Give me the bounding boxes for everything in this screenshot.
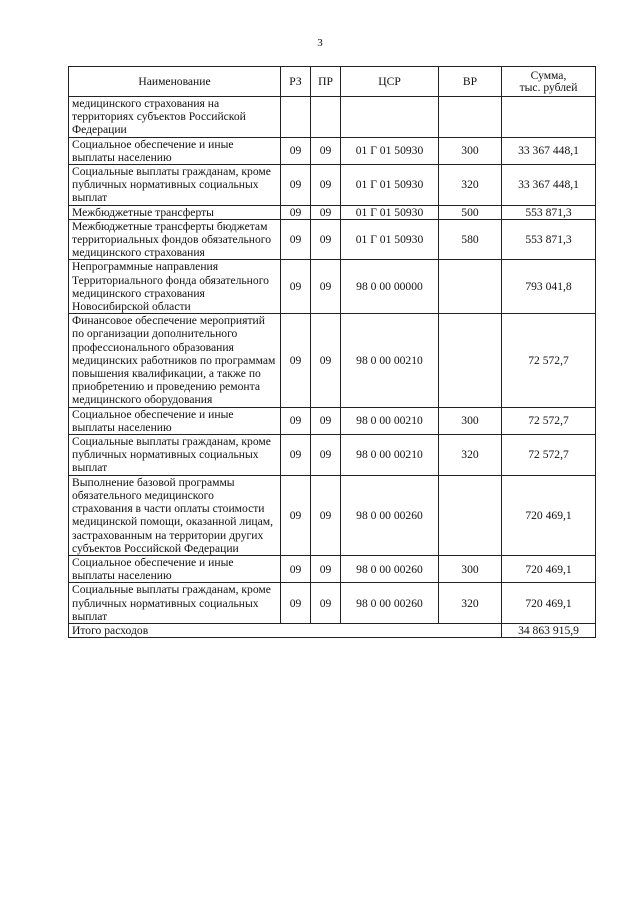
row-name: Социальное обеспечение и иные выплаты населению <box>69 137 281 164</box>
table-row <box>69 165 596 206</box>
table-row <box>69 205 596 219</box>
row-name: Социальное обеспечение и иные выплаты населению <box>69 555 281 582</box>
header-name: Наименование <box>69 67 281 97</box>
row-csr: 98 0 00 00210 <box>341 407 439 434</box>
row-vr: 300 <box>439 555 502 582</box>
row-pr <box>311 97 341 138</box>
row-vr <box>439 475 502 555</box>
row-rz: 09 <box>281 475 311 555</box>
row-sum: 553 871,3 <box>502 205 596 219</box>
header-rz: РЗ <box>281 67 311 97</box>
row-csr <box>341 97 439 138</box>
row-rz: 09 <box>281 205 311 219</box>
row-vr: 320 <box>439 583 502 624</box>
row-vr <box>439 314 502 407</box>
row-sum: 720 469,1 <box>502 555 596 582</box>
row-name: Выполнение базовой программы обязательного медицинского страхования в части оплаты стоимости медицинской помощи, оказанной лицам, застрахованным на территории других субъектов Российской Федерации <box>69 475 281 555</box>
row-csr: 01 Г 01 50930 <box>341 219 439 260</box>
row-name: Социальные выплаты гражданам, кроме публичных нормативных социальных выплат <box>69 583 281 624</box>
row-rz: 09 <box>281 555 311 582</box>
row-name: Социальные выплаты гражданам, кроме публичных нормативных социальных выплат <box>69 435 281 476</box>
table-row <box>69 407 596 434</box>
row-rz: 09 <box>281 260 311 314</box>
row-vr <box>439 97 502 138</box>
table-row <box>69 260 596 314</box>
page-number: 3 <box>317 37 323 49</box>
total-sum: 34 863 915,9 <box>502 623 596 637</box>
row-vr: 300 <box>439 137 502 164</box>
header-sum-line1: Сумма, <box>530 68 567 82</box>
row-vr: 500 <box>439 205 502 219</box>
row-csr: 98 0 00 00000 <box>341 260 439 314</box>
row-csr: 98 0 00 00260 <box>341 475 439 555</box>
total-row <box>69 623 596 637</box>
row-sum: 72 572,7 <box>502 435 596 476</box>
row-vr: 320 <box>439 435 502 476</box>
header-sum-line2: тыс. рублей <box>519 80 578 94</box>
table-row <box>69 475 596 555</box>
row-pr: 09 <box>311 137 341 164</box>
table-row <box>69 97 596 138</box>
row-csr: 98 0 00 00210 <box>341 435 439 476</box>
row-pr: 09 <box>311 314 341 407</box>
table-row <box>69 137 596 164</box>
row-csr: 98 0 00 00260 <box>341 583 439 624</box>
row-name: Финансовое обеспечение мероприятий по организации дополнительного профессионального образования медицинских работников по программам повышения квалификации, а также по приобретению и проведению ремонта медицинского оборудования <box>69 314 281 407</box>
row-pr: 09 <box>311 205 341 219</box>
row-name: медицинского страхования на территориях субъектов Российской Федерации <box>69 97 281 138</box>
row-name: Социальное обеспечение и иные выплаты населению <box>69 407 281 434</box>
table-row <box>69 583 596 624</box>
row-rz <box>281 97 311 138</box>
row-sum: 33 367 448,1 <box>502 165 596 206</box>
row-rz: 09 <box>281 314 311 407</box>
row-name: Межбюджетные трансферты бюджетам территориальных фондов обязательного медицинского страхования <box>69 219 281 260</box>
row-rz: 09 <box>281 219 311 260</box>
row-rz: 09 <box>281 583 311 624</box>
row-rz: 09 <box>281 137 311 164</box>
expenditure-table <box>68 66 596 638</box>
row-sum: 793 041,8 <box>502 260 596 314</box>
total-label: Итого расходов <box>69 623 502 637</box>
table-header-row <box>69 67 596 97</box>
table-row <box>69 314 596 407</box>
row-vr: 580 <box>439 219 502 260</box>
header-csr: ЦСР <box>341 67 439 97</box>
row-pr: 09 <box>311 219 341 260</box>
header-sum <box>502 67 596 97</box>
row-sum: 72 572,7 <box>502 314 596 407</box>
table-row <box>69 435 596 476</box>
row-sum: 720 469,1 <box>502 583 596 624</box>
row-pr: 09 <box>311 583 341 624</box>
row-sum: 553 871,3 <box>502 219 596 260</box>
row-sum: 72 572,7 <box>502 407 596 434</box>
row-rz: 09 <box>281 165 311 206</box>
table-row <box>69 555 596 582</box>
row-name: Непрограммные направления Территориального фонда обязательного медицинского страхования Новосибирской области <box>69 260 281 314</box>
row-pr: 09 <box>311 165 341 206</box>
row-vr: 300 <box>439 407 502 434</box>
row-sum: 33 367 448,1 <box>502 137 596 164</box>
row-rz: 09 <box>281 435 311 476</box>
row-csr: 01 Г 01 50930 <box>341 165 439 206</box>
row-sum: 720 469,1 <box>502 475 596 555</box>
row-sum <box>502 97 596 138</box>
header-vr: ВР <box>439 67 502 97</box>
row-vr: 320 <box>439 165 502 206</box>
row-pr: 09 <box>311 435 341 476</box>
row-csr: 01 Г 01 50930 <box>341 137 439 164</box>
row-csr: 01 Г 01 50930 <box>341 205 439 219</box>
row-pr: 09 <box>311 407 341 434</box>
row-pr: 09 <box>311 555 341 582</box>
row-csr: 98 0 00 00210 <box>341 314 439 407</box>
row-vr <box>439 260 502 314</box>
row-name: Социальные выплаты гражданам, кроме публичных нормативных социальных выплат <box>69 165 281 206</box>
row-pr: 09 <box>311 475 341 555</box>
header-pr: ПР <box>311 67 341 97</box>
row-rz: 09 <box>281 407 311 434</box>
row-csr: 98 0 00 00260 <box>341 555 439 582</box>
table-row <box>69 219 596 260</box>
row-pr: 09 <box>311 260 341 314</box>
row-name: Межбюджетные трансферты <box>69 205 281 219</box>
